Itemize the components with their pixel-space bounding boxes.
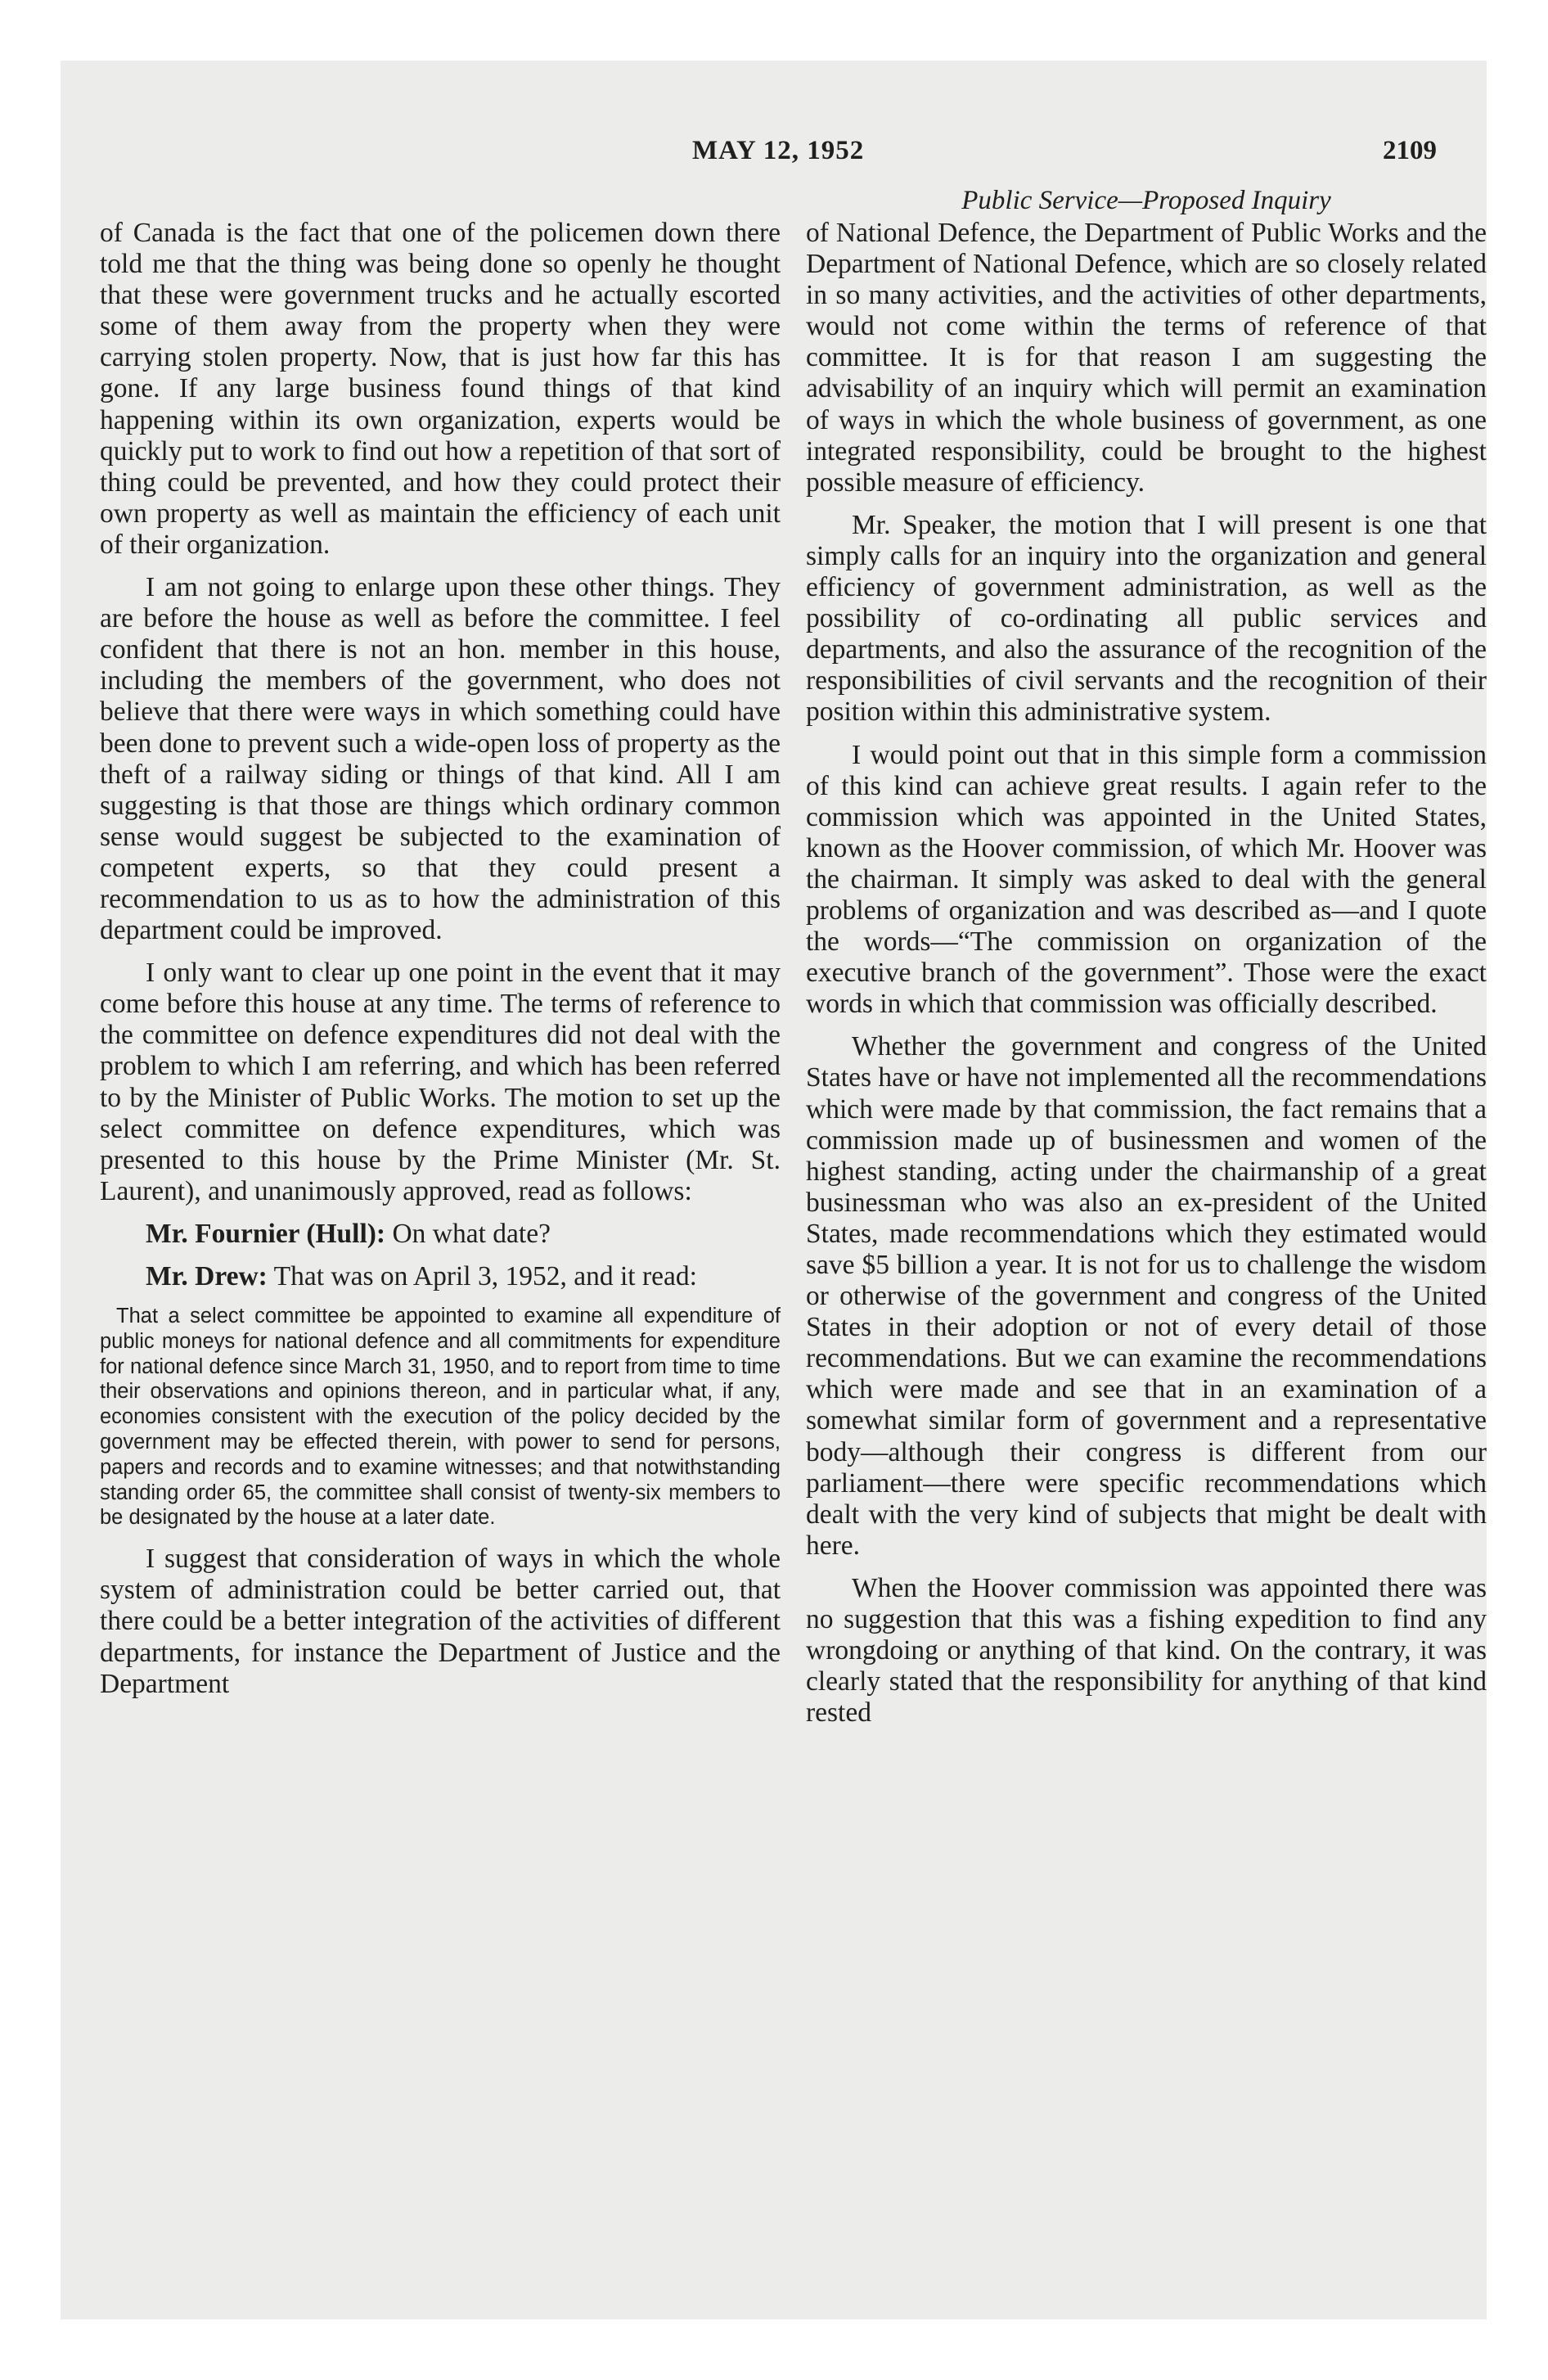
paragraph: of National Defence, the Department of Public Works and the Department of National Defence, which are so closely related in so many activities, and the activities of other departments, would not come within the terms of reference of that committee. It is for that reason I am suggesting the advisability of an inquiry which will permit an examination of ways in which the whole business of government, as one integrated responsibility, could be brought to the highest possible measure of efficiency.	[806, 218, 1487, 498]
paragraph: I am not going to enlarge upon these other things. They are before the house as well as before the committee. I feel confident that there is not an hon. member in this house, including the members of the government, who does not believe that there were ways in which something could have been done to prevent such a wide-open loss of property as the theft of a railway siding or things of that kind. All I am suggesting is that those are things which ordinary common sense would suggest be subjected to the examination of competent experts, so that they could present a recommendation to us as to how the administration of this department could be improved.	[100, 572, 781, 946]
speech-text: On what date?	[385, 1218, 551, 1249]
paragraph: Mr. Speaker, the motion that I will present is one that simply calls for an inquiry into the organization and general efficiency of government administration, as well as the possibility of co-ordinating all public services and departments, and also the assurance of the recognition of the responsibilities of civil servants and the recognition of their position within this administrative system.	[806, 509, 1487, 728]
paragraph: I only want to clear up one point in the event that it may come before this house at any time. The terms of reference to the committee on defence expenditures did not deal with the problem to which I am referring, and which has been referred to by the Minister of Public Works. The motion to set up the select committee on defence expenditures, which was presented to this house by the Prime Minister (Mr. St. Laurent), and unanimously approved, read as follows:	[100, 958, 781, 1206]
right-column	[806, 185, 1487, 1729]
paragraph: of Canada is the fact that one of the policemen down there told me that the thing was being done so openly he thought that these were government trucks and he actually escorted some of them away from the property when they were carrying stolen property. Now, that is just how far this has gone. If any large business found things of that kind happening within its own organization, experts would be quickly put to work to find out how a repetition of that sort of thing could be prevented, and how they could protect their own property as well as maintain the efficiency of each unit of their organization.	[100, 218, 781, 560]
speech-text: That was on April 3, 1952, and it read:	[267, 1261, 697, 1291]
paragraph: I suggest that consideration of ways in which the whole system of administration could be better carried out, that there could be a better integration of the activities of different departments, for instance the Department of Justice and the Department	[100, 1544, 781, 1699]
quoted-motion: That a select committee be appointed to examine all expenditure of public moneys for national defence and all commitments for expenditure for national defence since March 31, 1950, and to report from time to time their observations and opinions thereon, and in particular what, if any, economies consistent with the execution of the policy decided by the government may be effected therein, with power to send for persons, papers and records and to examine witnesses; and that notwithstanding standing order 65, the committee shall consist of twenty-six members to be designated by the house at a later date.	[100, 1305, 781, 1530]
page-number: 2109	[1383, 136, 1437, 165]
paragraph	[100, 1219, 781, 1250]
paragraph: When the Hoover commission was appointed there was no suggestion that this was a fishing expedition to find any wrongdoing or anything of that kind. On the contrary, it was clearly stated that the responsibility for anything of that kind rested	[806, 1572, 1487, 1729]
speaker-name: Mr. Fournier (Hull):	[146, 1218, 386, 1249]
paragraph	[100, 1261, 781, 1292]
left-column	[100, 218, 781, 1700]
speaker-name: Mr. Drew:	[146, 1261, 268, 1291]
running-head: Public Service—Proposed Inquiry	[961, 186, 1331, 215]
header-date: MAY 12, 1952	[692, 136, 865, 165]
paragraph: Whether the government and congress of the United States have or have not implemented all the recommendations which were made by that commission, the fact remains that a commission made up of businessmen and women of the highest standing, acting under the chairmanship of a great businessman who was also an ex-president of the United States, made recommendations which they estimated would save $5 billion a year. It is not for us to challenge the wisdom or otherwise of the government and congress of the United States in their adoption or not of every detail of those recommendations. But we can examine the recommendations which were made and see that in an examination of a somewhat similar form of government and a representative body—although their congress is different from our parliament—there were specific recommendations which dealt with the very kind of subjects that might be dealt with here.	[806, 1031, 1487, 1561]
paragraph: I would point out that in this simple form a commission of this kind can achieve great results. I again refer to the commission which was appointed in the United States, known as the Hoover commission, of which Mr. Hoover was the chairman. It simply was asked to deal with the general problems of organization and was described as—and I quote the words—“The commission on organization of the executive branch of the government”. Those were the exact words in which that commission was officially described.	[806, 739, 1487, 1020]
